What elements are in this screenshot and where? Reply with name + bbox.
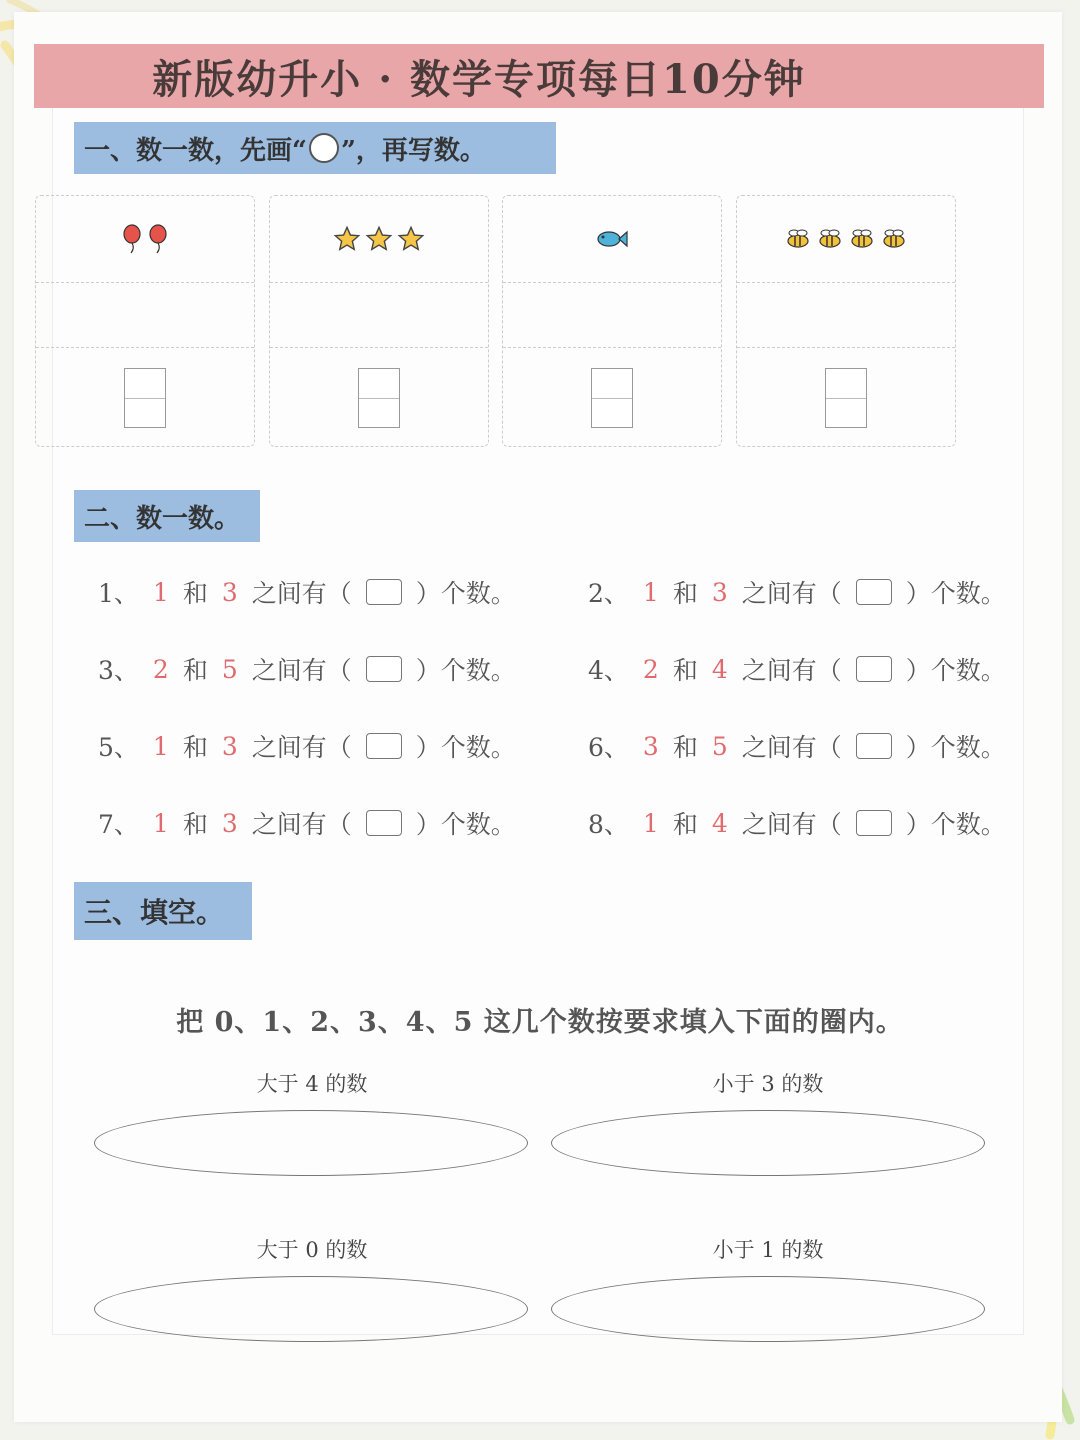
draw-circle-area[interactable] <box>503 283 721 348</box>
picture-row <box>270 196 488 283</box>
write-number-box[interactable] <box>591 368 633 428</box>
count-question <box>588 805 1006 841</box>
question-prefix: 之间有（ <box>251 579 352 608</box>
question-number: 1、 <box>98 579 139 608</box>
first-number: 2 <box>152 654 169 684</box>
answer-oval-greater-4[interactable] <box>94 1110 528 1176</box>
bee-icon <box>848 228 876 250</box>
star-icon <box>333 225 361 253</box>
question-number: 6、 <box>588 733 629 762</box>
answer-blank[interactable] <box>366 733 402 759</box>
question-number: 4、 <box>588 656 629 685</box>
question-number: 2、 <box>588 579 629 608</box>
second-number: 5 <box>221 654 238 684</box>
fish-icon <box>596 228 628 250</box>
question-suffix: ）个数。 <box>905 579 1006 608</box>
first-number: 1 <box>642 808 659 838</box>
count-card-fish <box>502 195 722 447</box>
question-number: 5、 <box>98 733 139 762</box>
page-title: 新版幼升小 · 数学专项每日10分钟 <box>152 55 806 103</box>
answer-blank[interactable] <box>856 579 892 605</box>
and-word: 和 <box>672 810 698 839</box>
count-question <box>98 805 516 841</box>
answer-blank[interactable] <box>856 810 892 836</box>
question-suffix: ）个数。 <box>905 810 1006 839</box>
picture-row <box>36 196 254 283</box>
bee-icon <box>816 228 844 250</box>
balloon-icon <box>147 224 169 254</box>
answer-blank[interactable] <box>366 579 402 605</box>
section2-heading-text: 二、数一数。 <box>84 503 241 534</box>
and-word: 和 <box>182 810 208 839</box>
question-prefix: 之间有（ <box>251 810 352 839</box>
group-label: 大于 0 的数 <box>256 1238 368 1262</box>
first-number: 1 <box>152 731 169 761</box>
title-banner <box>34 44 1044 108</box>
question-prefix: 之间有（ <box>251 656 352 685</box>
question-suffix: ）个数。 <box>415 733 516 762</box>
and-word: 和 <box>672 733 698 762</box>
answer-blank[interactable] <box>366 810 402 836</box>
answer-blank[interactable] <box>366 656 402 682</box>
draw-circle-area[interactable] <box>270 283 488 348</box>
question-prefix: 之间有（ <box>741 810 842 839</box>
answer-oval-less-1[interactable] <box>551 1276 985 1342</box>
balloon-icon <box>121 224 143 254</box>
question-suffix: ）个数。 <box>905 656 1006 685</box>
section1-heading-after: ”，再写数。 <box>340 135 486 166</box>
picture-row <box>737 196 955 283</box>
circle-symbol-icon <box>309 133 339 163</box>
second-number: 3 <box>221 577 238 607</box>
first-number: 2 <box>642 654 659 684</box>
count-question <box>98 651 516 687</box>
section1-heading-before: 一、数一数，先画“ <box>84 135 307 166</box>
section1-heading <box>74 122 556 174</box>
question-prefix: 之间有（ <box>741 579 842 608</box>
section2-heading <box>74 490 260 542</box>
count-question <box>588 651 1006 687</box>
question-number: 3、 <box>98 656 139 685</box>
question-suffix: ）个数。 <box>905 733 1006 762</box>
question-suffix: ）个数。 <box>415 579 516 608</box>
question-number: 8、 <box>588 810 629 839</box>
question-suffix: ）个数。 <box>415 810 516 839</box>
count-question <box>98 728 516 764</box>
first-number: 3 <box>642 731 659 761</box>
group-label: 小于 1 的数 <box>712 1238 824 1262</box>
question-prefix: 之间有（ <box>251 733 352 762</box>
draw-circle-area[interactable] <box>36 283 254 348</box>
first-number: 1 <box>152 577 169 607</box>
write-number-box[interactable] <box>124 368 166 428</box>
answer-blank[interactable] <box>856 733 892 759</box>
star-icon <box>397 225 425 253</box>
draw-circle-area[interactable] <box>737 283 955 348</box>
question-suffix: ）个数。 <box>415 656 516 685</box>
picture-row <box>503 196 721 283</box>
count-question <box>98 574 516 610</box>
fill-instruction: 把 0、1、2、3、4、5 这几个数按要求填入下面的圈内。 <box>176 1007 904 1038</box>
bee-icon <box>784 228 812 250</box>
second-number: 3 <box>711 577 728 607</box>
count-card-stars <box>269 195 489 447</box>
section3-heading-text: 三、填空。 <box>84 896 225 929</box>
question-prefix: 之间有（ <box>741 733 842 762</box>
count-question <box>588 574 1006 610</box>
count-card-balloons <box>35 195 255 447</box>
second-number: 3 <box>221 808 238 838</box>
second-number: 4 <box>711 808 728 838</box>
second-number: 5 <box>711 731 728 761</box>
section3-heading <box>74 882 252 940</box>
bee-icon <box>880 228 908 250</box>
and-word: 和 <box>182 656 208 685</box>
answer-oval-less-3[interactable] <box>551 1110 985 1176</box>
answer-blank[interactable] <box>856 656 892 682</box>
write-number-box[interactable] <box>825 368 867 428</box>
group-label: 小于 3 的数 <box>712 1072 824 1096</box>
first-number: 1 <box>642 577 659 607</box>
first-number: 1 <box>152 808 169 838</box>
second-number: 3 <box>221 731 238 761</box>
star-icon <box>365 225 393 253</box>
and-word: 和 <box>182 579 208 608</box>
and-word: 和 <box>672 579 698 608</box>
answer-oval-greater-0[interactable] <box>94 1276 528 1342</box>
question-number: 7、 <box>98 810 139 839</box>
write-number-box[interactable] <box>358 368 400 428</box>
question-prefix: 之间有（ <box>741 656 842 685</box>
count-card-bees <box>736 195 956 447</box>
count-question <box>588 728 1006 764</box>
and-word: 和 <box>672 656 698 685</box>
second-number: 4 <box>711 654 728 684</box>
group-label: 大于 4 的数 <box>256 1072 368 1096</box>
and-word: 和 <box>182 733 208 762</box>
